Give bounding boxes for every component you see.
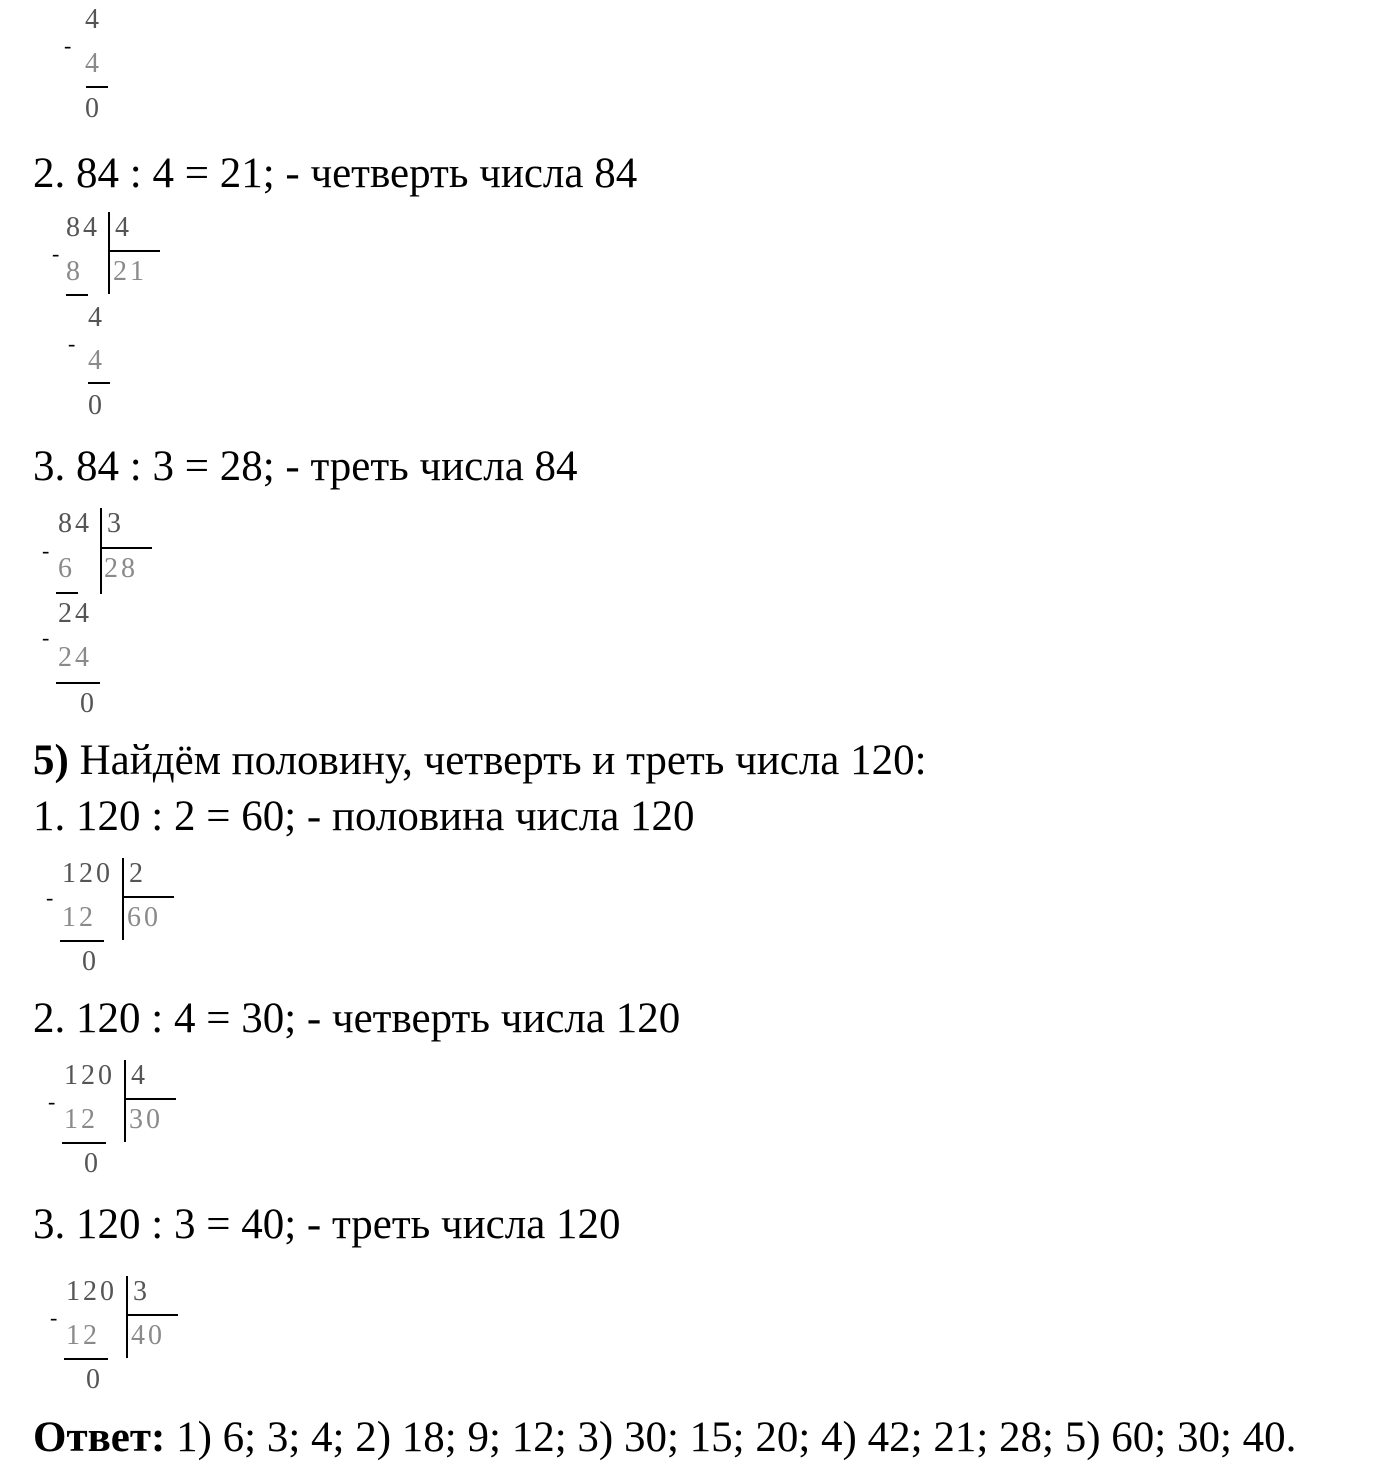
divisor: 3 bbox=[133, 1276, 150, 1307]
dividend: 84 bbox=[66, 212, 100, 243]
remainder: 0 bbox=[86, 1364, 103, 1395]
divider-line bbox=[56, 682, 100, 684]
division-bar-horizontal bbox=[126, 1314, 178, 1316]
division-bar-horizontal bbox=[100, 547, 152, 549]
quotient: 28 bbox=[104, 553, 138, 584]
division-bar-vertical bbox=[124, 1060, 126, 1142]
digit-subtrahend: 4 bbox=[85, 48, 102, 79]
divider-line bbox=[56, 592, 78, 594]
subtrahend-1: 8 bbox=[66, 256, 83, 287]
equation-line: 2. 120 : 4 = 30; - четверть числа 120 bbox=[33, 995, 681, 1042]
answer-label: Ответ: bbox=[33, 1414, 166, 1461]
dividend: 120 bbox=[64, 1060, 115, 1091]
minus-sign: - bbox=[68, 331, 79, 356]
divisor: 2 bbox=[129, 858, 146, 889]
equation-line: 2. 84 : 4 = 21; - четверть числа 84 bbox=[33, 150, 638, 197]
subtrahend: 12 bbox=[64, 1104, 98, 1135]
division-bar-vertical bbox=[108, 212, 110, 294]
answer-text: 1) 6; 3; 4; 2) 18; 9; 12; 3) 30; 15; 20; 4) 42; 21; 28; 5) 60; 30; 40. bbox=[165, 1414, 1297, 1461]
quotient: 30 bbox=[129, 1104, 163, 1135]
divider-line bbox=[62, 1142, 106, 1144]
division-bar-horizontal bbox=[122, 896, 174, 898]
minus-sign: - bbox=[46, 885, 57, 910]
section-heading-text: Найдём половину, четверть и треть числа 120: bbox=[68, 737, 927, 784]
division-bar-horizontal bbox=[108, 250, 160, 252]
remainder: 0 bbox=[82, 946, 99, 977]
dividend: 120 bbox=[62, 858, 113, 889]
remainder: 0 bbox=[88, 390, 105, 421]
subtrahend-1: 6 bbox=[58, 553, 75, 584]
divider-line bbox=[60, 940, 104, 942]
division-bar-vertical bbox=[122, 858, 124, 940]
dividend: 120 bbox=[66, 1276, 117, 1307]
carry: 24 bbox=[58, 598, 92, 629]
equation-line: 3. 84 : 3 = 28; - треть числа 84 bbox=[33, 443, 578, 490]
equation-line: 1. 120 : 2 = 60; - половина числа 120 bbox=[33, 793, 695, 840]
digit-top: 4 bbox=[85, 4, 102, 35]
division-bar-vertical bbox=[100, 508, 102, 594]
minus-sign: - bbox=[42, 538, 53, 563]
divisor: 4 bbox=[131, 1060, 148, 1091]
subtrahend: 12 bbox=[62, 902, 96, 933]
answer-line bbox=[33, 1414, 1296, 1462]
section-heading bbox=[33, 737, 927, 785]
minus-sign: - bbox=[50, 1305, 61, 1330]
divider-line bbox=[64, 1358, 108, 1360]
divider-line bbox=[66, 294, 88, 296]
dividend: 84 bbox=[58, 508, 92, 539]
divider-line bbox=[88, 382, 110, 384]
quotient: 60 bbox=[127, 902, 161, 933]
section-number: 5) bbox=[33, 737, 69, 784]
digit-remainder: 0 bbox=[85, 93, 102, 124]
divisor: 4 bbox=[115, 212, 132, 243]
minus-sign: - bbox=[48, 1089, 59, 1114]
divider-line bbox=[86, 86, 108, 88]
minus-sign: - bbox=[42, 625, 53, 650]
remainder: 0 bbox=[80, 688, 97, 719]
remainder: 0 bbox=[84, 1148, 101, 1179]
division-bar-vertical bbox=[126, 1276, 128, 1358]
subtrahend-2: 24 bbox=[58, 642, 92, 673]
equation-line: 3. 120 : 3 = 40; - треть числа 120 bbox=[33, 1201, 621, 1248]
divisor: 3 bbox=[107, 508, 124, 539]
subtrahend-2: 4 bbox=[88, 345, 105, 376]
quotient: 21 bbox=[113, 256, 147, 287]
carry: 4 bbox=[88, 302, 105, 333]
subtrahend: 12 bbox=[66, 1320, 100, 1351]
minus-sign: - bbox=[52, 241, 63, 266]
quotient: 40 bbox=[131, 1320, 165, 1351]
division-bar-horizontal bbox=[124, 1098, 176, 1100]
minus-sign: - bbox=[64, 33, 75, 58]
